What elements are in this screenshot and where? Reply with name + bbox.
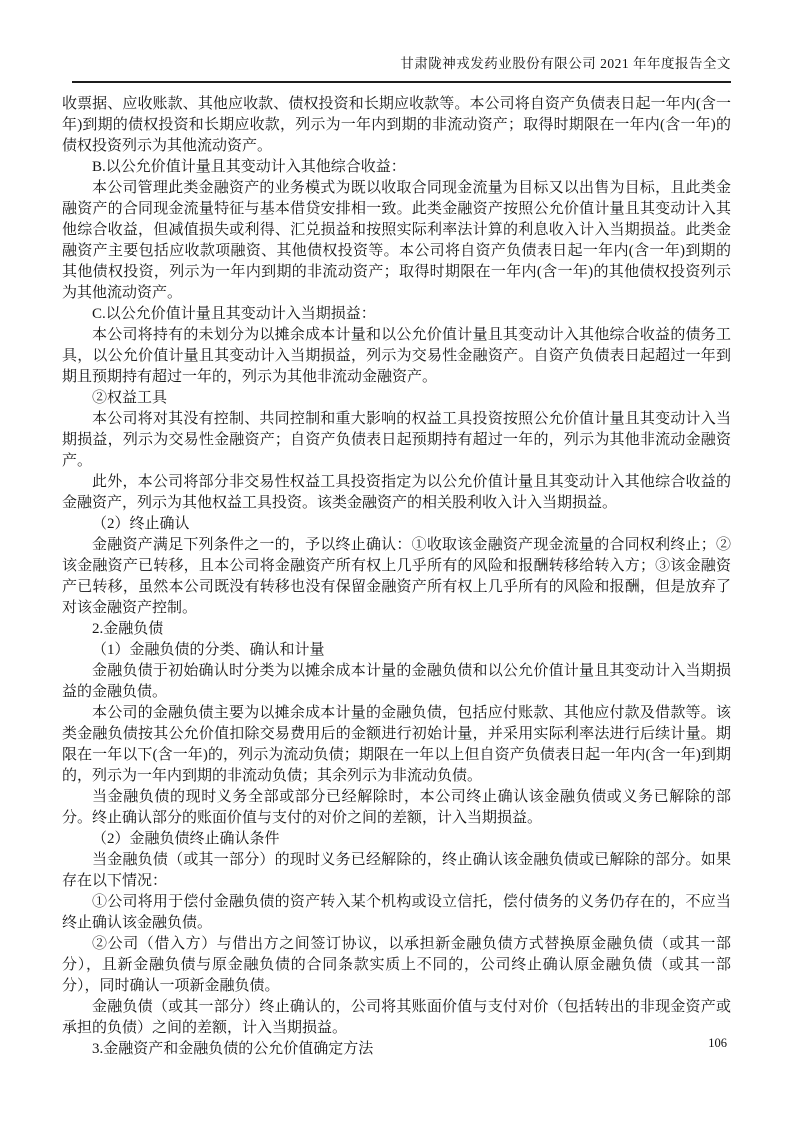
paragraph: 本公司将对其没有控制、共同控制和重大影响的权益工具投资按照公允价值计量且其变动计入当期损益，列示为交易性金融资产；自资产负债表日起预期持有超过一年的，列示为其他非流动金融资产。 — [62, 411, 731, 469]
paragraph: ①公司将用于偿付金融负债的资产转入某个机构或设立信托，偿付债务的义务仍存在的，不应当终止确认该金融负债。 — [62, 894, 731, 931]
paragraph: 3.金融资产和金融负债的公允价值确定方法 — [92, 1041, 374, 1057]
paragraph: （2）金融负债终止确认条件 — [92, 831, 280, 847]
header-title: 甘肃陇神戎发药业股份有限公司 2021 年年度报告全文 — [400, 56, 731, 71]
paragraph: （2）终止确认 — [92, 516, 190, 532]
page-footer — [62, 1036, 727, 1051]
paragraph: 此外，本公司将部分非交易性权益工具投资指定为以公允价值计量且其变动计入其他综合收益的金融资产，列示为其他权益工具投资。该类金融资产的相关股利收入计入当期损益。 — [62, 474, 731, 511]
paragraph: 当金融负债（或其一部分）的现时义务已经解除的，终止确认该金融负债或已解除的部分。如果存在以下情况： — [62, 852, 731, 889]
paragraph: C.以公允价值计量且其变动计入当期损益： — [92, 306, 376, 322]
paragraph: 本公司的金融负债主要为以摊余成本计量的金融负债，包括应付账款、其他应付款及借款等。该类金融负债按其公允价值扣除交易费用后的金额进行初始计量，并采用实际利率法进行后续计量。期限在一年以下(含一年)的，列示为流动负债；期限在一年以上但自资产负债表日起一年内(含一年)到期的，列示为一年内到期的非流动负债；其余列示为非流动负债。 — [62, 705, 731, 784]
paragraph: 2.金融负债 — [92, 621, 164, 637]
paragraph: 金融资产满足下列条件之一的，予以终止确认：①收取该金融资产现金流量的合同权利终止；②该金融资产已转移，且本公司将金融资产所有权上几乎所有的风险和报酬转移给转入方；③该金融资产已转移，虽然本公司既没有转移也没有保留金融资产所有权上几乎所有的风险和报酬，但是放弃了对该金融资产控制。 — [62, 537, 731, 616]
paragraph: 当金融负债的现时义务全部或部分已经解除时，本公司终止确认该金融负债或义务已解除的部分。终止确认部分的账面价值与支付的对价之间的差额，计入当期损益。 — [62, 789, 731, 826]
paragraph: B.以公允价值计量且其变动计入其他综合收益： — [92, 159, 406, 175]
document-body — [62, 94, 731, 1060]
paragraph: 收票据、应收账款、其他应收款、债权投资和长期应收款等。本公司将自资产负债表日起一年内(含一年)到期的债权投资和长期应收款，列示为一年内到期的非流动资产；取得时期限在一年内(含一年)的债权投资列示为其他流动资产。 — [62, 96, 731, 154]
paragraph: 本公司将持有的未划分为以摊余成本计量和以公允价值计量且其变动计入其他综合收益的债务工具，以公允价值计量且其变动计入当期损益，列示为交易性金融资产。自资产负债表日起超过一年到期且预期持有超过一年的，列示为其他非流动金融资产。 — [62, 327, 731, 385]
paragraph: ②公司（借入方）与借出方之间签订协议，以承担新金融负债方式替换原金融负债（或其一部分），且新金融负债与原金融负债的合同条款实质上不同的，公司终止确认原金融负债（或其一部分），同时确认一项新金融负债。 — [62, 936, 731, 994]
paragraph: 金融负债（或其一部分）终止确认的，公司将其账面价值与支付对价（包括转出的非现金资产或承担的负债）之间的差额，计入当期损益。 — [62, 999, 731, 1036]
page-header — [72, 52, 731, 83]
paragraph: 金融负债于初始确认时分类为以摊余成本计量的金融负债和以公允价值计量且其变动计入当期损益的金融负债。 — [62, 663, 731, 700]
page-number: 106 — [708, 1036, 727, 1050]
paragraph: （1）金融负债的分类、确认和计量 — [92, 642, 325, 658]
paragraph: 本公司管理此类金融资产的业务模式为既以收取合同现金流量为目标又以出售为目标，且此类金融资产的合同现金流量特征与基本借贷安排相一致。此类金融资产按照公允价值计量且其变动计入其他综合收益，但减值损失或利得、汇兑损益和按照实际利率法计算的利息收入计入当期损益。此类金融资产主要包括应收款项融资、其他债权投资等。本公司将自资产负债表日起一年内(含一年)到期的其他债权投资，列示为一年内到期的非流动资产；取得时期限在一年内(含一年)的其他债权投资列示为其他流动资产。 — [62, 180, 731, 301]
paragraph: ②权益工具 — [92, 390, 168, 406]
